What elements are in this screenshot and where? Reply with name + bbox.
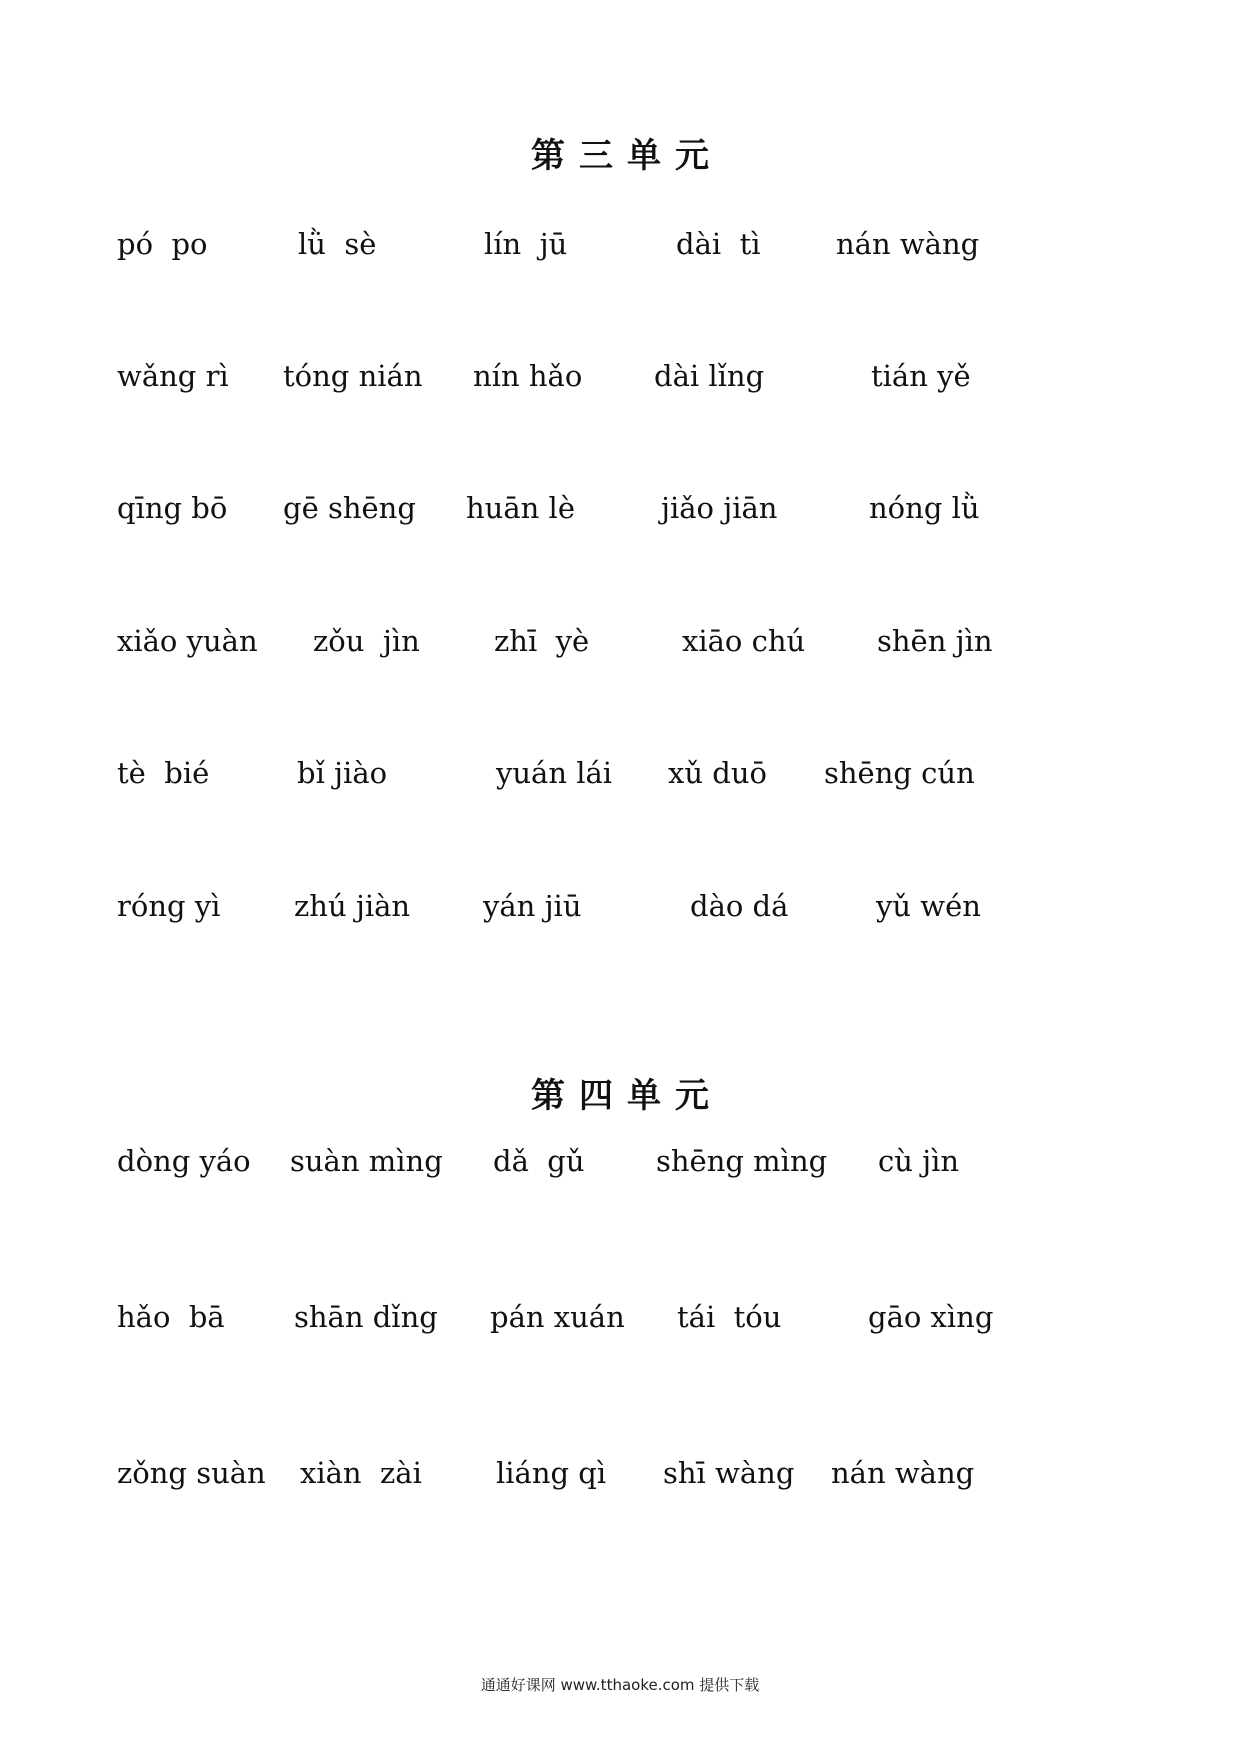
pinyin-word: gāo xìng bbox=[868, 1300, 994, 1334]
pinyin-word: tóng nián bbox=[283, 359, 423, 393]
pinyin-word: shēng mìng bbox=[656, 1144, 828, 1178]
pinyin-word: nán wàng bbox=[831, 1456, 975, 1490]
pinyin-word: jiǎo jiān bbox=[661, 491, 778, 525]
pinyin-word: zǒu jìn bbox=[313, 624, 420, 658]
pinyin-word: lín jū bbox=[484, 227, 568, 261]
pinyin-word: pán xuán bbox=[490, 1300, 625, 1334]
pinyin-word: shān dǐng bbox=[294, 1300, 438, 1334]
pinyin-word: shī wàng bbox=[663, 1456, 795, 1490]
pinyin-word: wǎng rì bbox=[117, 359, 229, 393]
pinyin-word: xiàn zài bbox=[300, 1456, 422, 1490]
pinyin-word: nín hǎo bbox=[473, 359, 583, 393]
pinyin-word: xiǎo yuàn bbox=[117, 624, 258, 658]
pinyin-word: zǒng suàn bbox=[117, 1456, 266, 1490]
unit3-title: 第三单元 bbox=[531, 136, 723, 176]
pinyin-word: zhī yè bbox=[494, 624, 590, 658]
pinyin-word: pó po bbox=[117, 227, 208, 261]
pinyin-word: dài tì bbox=[676, 227, 761, 261]
pinyin-word: zhú jiàn bbox=[294, 889, 411, 923]
pinyin-word: nóng lǜ bbox=[869, 491, 980, 525]
pinyin-word: lǜ sè bbox=[298, 227, 377, 261]
pinyin-word: suàn mìng bbox=[290, 1144, 443, 1178]
pinyin-word: xiāo chú bbox=[682, 624, 806, 658]
pinyin-word: shēng cún bbox=[824, 756, 975, 790]
unit4-title: 第四单元 bbox=[531, 1076, 723, 1116]
pinyin-word: yǔ wén bbox=[876, 889, 981, 923]
pinyin-word: shēn jìn bbox=[877, 624, 993, 658]
pinyin-word: bǐ jiào bbox=[297, 756, 388, 790]
pinyin-word: tè bié bbox=[117, 756, 210, 790]
pinyin-word: tái tóu bbox=[677, 1300, 782, 1334]
pinyin-word: gē shēng bbox=[283, 491, 416, 525]
pinyin-word: dài lǐng bbox=[654, 359, 765, 393]
pinyin-word: qīng bō bbox=[117, 491, 228, 525]
pinyin-word: tián yě bbox=[871, 359, 971, 393]
pinyin-word: nán wàng bbox=[836, 227, 980, 261]
pinyin-word: liáng qì bbox=[496, 1456, 607, 1490]
pinyin-word: yán jiū bbox=[483, 889, 582, 923]
pinyin-word: huān lè bbox=[466, 491, 575, 525]
pinyin-word: hǎo bā bbox=[117, 1300, 225, 1334]
pinyin-word: dòng yáo bbox=[117, 1144, 251, 1178]
pinyin-word: yuán lái bbox=[496, 756, 613, 790]
pinyin-word: xǔ duō bbox=[668, 756, 767, 790]
pinyin-word: róng yì bbox=[117, 889, 221, 923]
pinyin-word: dào dá bbox=[690, 889, 789, 923]
pinyin-word: cù jìn bbox=[878, 1144, 960, 1178]
footer-download-note: 通通好课网 www.tthaoke.com 提供下载 bbox=[480, 1676, 760, 1694]
pinyin-word: dǎ gǔ bbox=[493, 1144, 585, 1178]
